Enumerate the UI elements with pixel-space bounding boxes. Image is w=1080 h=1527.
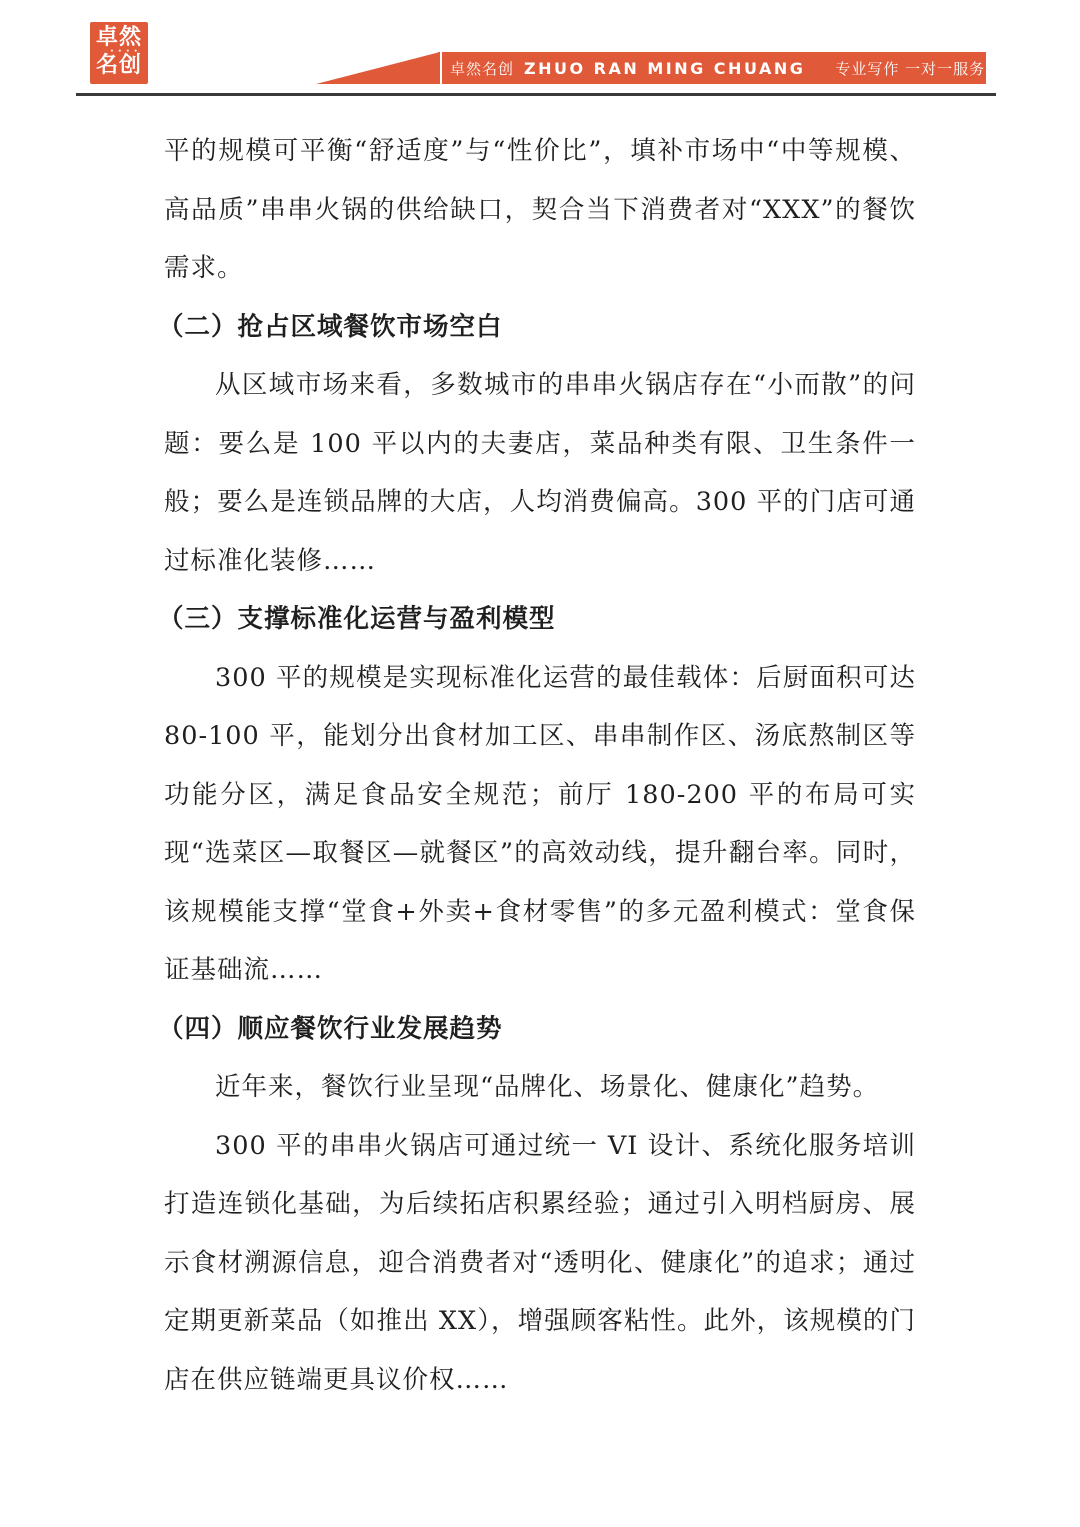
paragraph-3: 300 平的规模是实现标准化运营的最佳载体：后厨面积可达 80-100 平，能划分出食材加工区、串串制作区、汤底熬制区等功能分区，满足食品安全规范；前厅 180-200 平的布局可实现“选菜区—取餐区—就餐区”的高效动线，提升翻台率。同时，该规模能支撑“堂食+外卖+食材零售”的多元盈利模式：堂食保证基础流……	[164, 662, 916, 985]
paragraph-5: 300 平的串串火锅店可通过统一 VI 设计、系统化服务培训打造连锁化基础，为后续拓店积累经验；通过引入明档厨房、展示食材溯源信息，迎合消费者对“透明化、健康化”的追求；通过定期更新菜品（如推出 XX），增强顾客粘性。此外，该规模的门店在供应链端更具议价权……	[164, 1130, 916, 1395]
logo-text-top: 卓然	[96, 25, 143, 50]
document-body	[158, 122, 916, 1409]
banner-service-tagline: 专业写作 一对一服务	[835, 59, 986, 78]
logo-text-bottom: 名创	[96, 53, 143, 78]
brand-logo	[90, 22, 148, 84]
banner-brand-en: ZHUO RAN MING CHUANG	[524, 58, 806, 78]
logo-dots: • • • •	[110, 48, 139, 55]
header-divider	[76, 93, 996, 96]
banner-brand-cn: 卓然名创	[450, 59, 515, 78]
paragraph-1: 平的规模可平衡“舒适度”与“性价比”，填补市场中“中等规模、高品质”串串火锅的供给缺口，契合当下消费者对“XXX”的餐饮需求。	[164, 136, 916, 283]
section-heading-2: （二）抢占区域餐饮市场空白	[158, 311, 503, 342]
section-heading-4: （四）顺应餐饮行业发展趋势	[158, 1013, 503, 1044]
paragraph-4: 近年来，餐饮行业呈现“品牌化、场景化、健康化”趋势。	[215, 1072, 880, 1102]
header-banner	[438, 52, 986, 84]
banner-separator	[440, 52, 442, 84]
section-heading-3: （三）支撑标准化运营与盈利模型	[158, 604, 556, 634]
header-wedge-decoration	[316, 52, 440, 84]
paragraph-2: 从区域市场来看，多数城市的串串火锅店存在“小而散”的问题：要么是 100 平以内的夫妻店，菜品种类有限、卫生条件一般；要么是连锁品牌的大店，人均消费偏高。300 平的门店可通过标准化装修……	[164, 370, 916, 576]
